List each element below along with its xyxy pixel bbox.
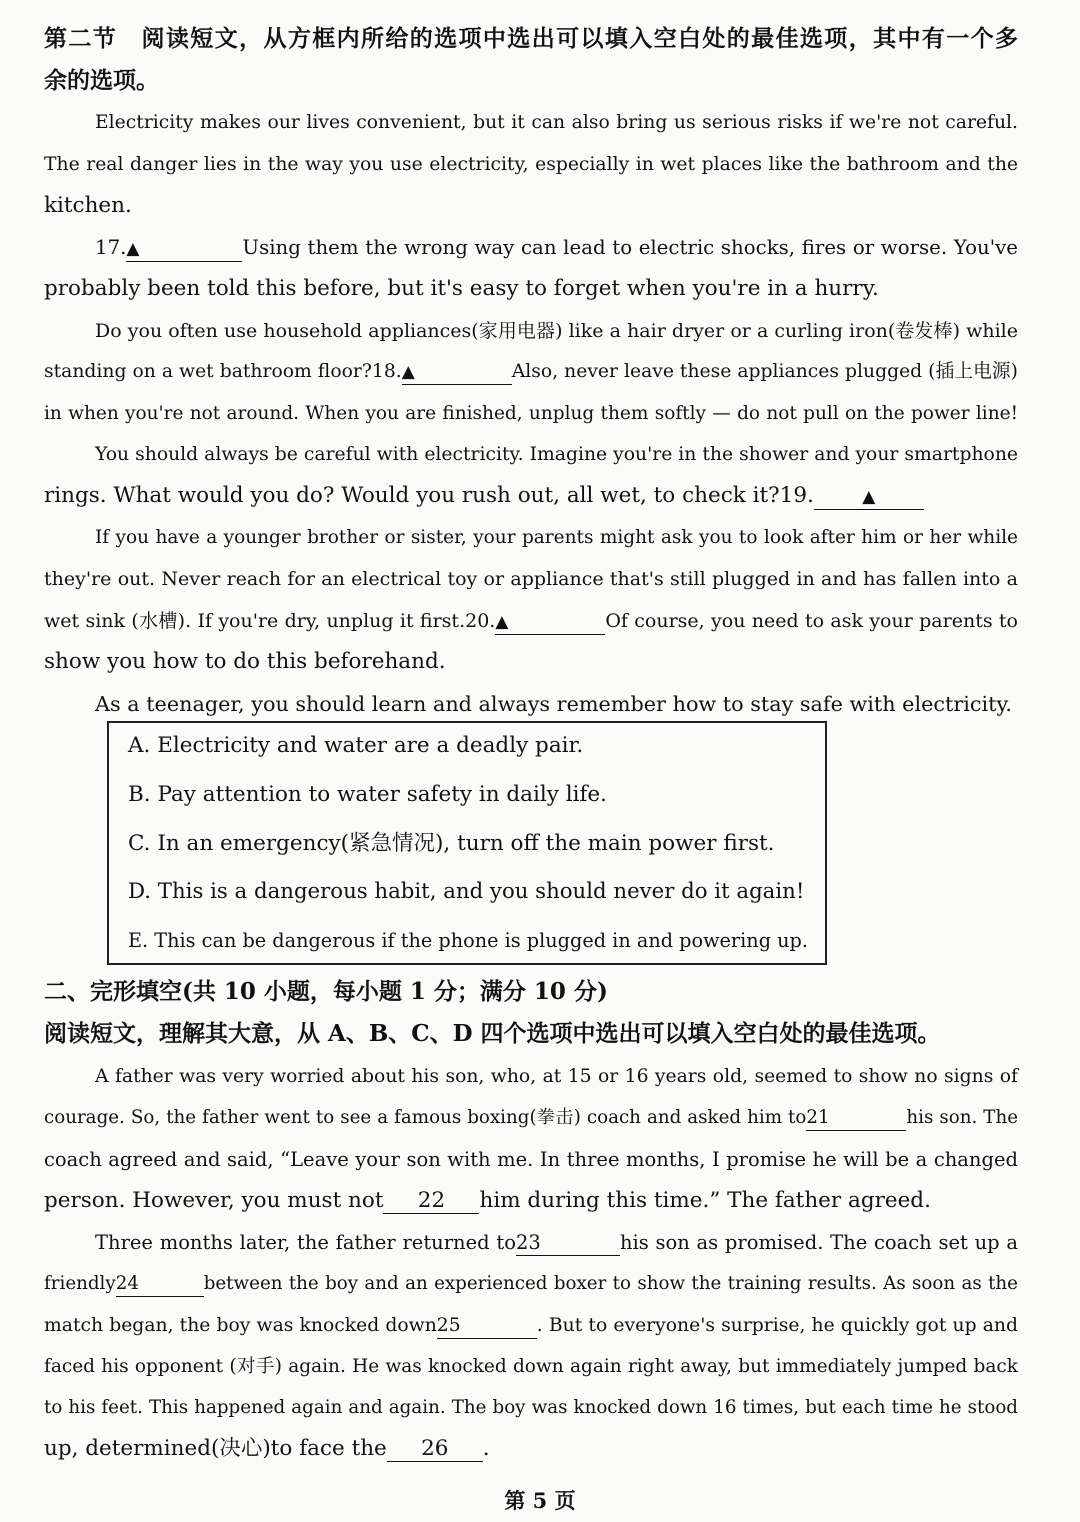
- option-c[interactable]: C. In an emergency(紧急情况), turn off the main power first.: [128, 831, 775, 856]
- cloze-line-25: match began, the boy was knocked down25 . But to everyone's surprise, he quickly got up and: [44, 1311, 1018, 1341]
- passage-line-q17: 17.▲ Using them the wrong way can lead to electric shocks, fires or worse. You've: [95, 233, 1018, 263]
- answer-blank-19[interactable]: [814, 484, 924, 510]
- cloze-blank-26[interactable]: 26: [387, 1437, 483, 1462]
- page-number: 第 5 页: [504, 1488, 576, 1513]
- passage-line-q19: rings. What would you do? Would you rush out, all wet, to check it?19. ▲: [44, 481, 1018, 511]
- options-box: [107, 721, 827, 965]
- cloze-line-21: courage. So, the father went to see a famous boxing(拳击) coach and asked him to21 his son. The: [44, 1103, 1018, 1133]
- triangle-icon: ▲: [126, 239, 140, 259]
- cloze-blank-22[interactable]: 22: [383, 1189, 479, 1214]
- cloze-blank-25[interactable]: 25: [437, 1314, 537, 1339]
- cloze-heading: 二、完形填空(共 10 小题，每小题 1 分；满分 10 分): [44, 978, 608, 1005]
- passage-line: in when you're not around. When you are finished, unplug them softly — do not pull on the power line!: [44, 403, 1018, 424]
- passage-line: If you have a younger brother or sister, your parents might ask you to look after him or her while: [95, 527, 1018, 548]
- passage-line-q20: wet sink (水槽). If you're dry, unplug it first.20.▲ Of course, you need to ask your parents to: [44, 606, 1018, 636]
- cloze-line: A father was very worried about his son, who, at 15 or 16 years old, seemed to show no signs of: [95, 1066, 1018, 1087]
- cloze-blank-21[interactable]: 21: [806, 1106, 906, 1131]
- triangle-icon: ▲: [495, 612, 509, 632]
- cloze-line: coach agreed and said, “Leave your son with me. In three months, I promise he will be a changed: [44, 1148, 1018, 1171]
- answer-blank-17[interactable]: [126, 236, 242, 262]
- passage-line: The real danger lies in the way you use electricity, especially in wet places like the bathroom and the: [44, 154, 1018, 175]
- triangle-icon: ▲: [862, 487, 876, 507]
- passage-line: You should always be careful with electricity. Imagine you're in the shower and your smartphone: [95, 444, 1018, 465]
- cloze-instruction: 阅读短文，理解其大意，从 A、B、C、D 四个选项中选出可以填入空白处的最佳选项。: [44, 1020, 941, 1047]
- option-e[interactable]: E. This can be dangerous if the phone is plugged in and powering up.: [128, 929, 808, 952]
- passage-line: they're out. Never reach for an electrical toy or appliance that's still plugged in and has fallen into a: [44, 568, 1018, 590]
- section-title-cont: 余的选项。: [44, 67, 159, 94]
- question-number: 20.: [465, 610, 496, 632]
- question-number: 17.: [95, 236, 127, 259]
- passage-line: Do you often use household appliances(家用电器) like a hair dryer or a curling iron(卷发棒) while: [95, 320, 1018, 342]
- passage-line-q18: standing on a wet bathroom floor?18.▲ Also, never leave these appliances plugged (插上电源): [44, 357, 1018, 387]
- question-number: 19.: [779, 483, 814, 508]
- section-title: 第二节 阅读短文，从方框内所给的选项中选出可以填入空白处的最佳选项，其中有一个多: [44, 25, 1018, 52]
- cloze-line-23: Three months later, the father returned to23 his son as promised. The coach set up a: [95, 1231, 1018, 1254]
- passage-line: As a teenager, you should learn and always remember how to stay safe with electricity.: [95, 692, 1013, 716]
- passage-line: probably been told this before, but it's easy to forget when you're in a hurry.: [44, 276, 879, 301]
- passage-line: kitchen.: [44, 193, 132, 218]
- cloze-blank-24[interactable]: 24: [116, 1272, 204, 1297]
- cloze-line-24: friendly24 between the boy and an experienced boxer to show the training results. As soon as the: [44, 1269, 1018, 1299]
- question-number: 18.: [371, 361, 402, 382]
- cloze-line: to his feet. This happened again and again. The boy was knocked down 16 times, but each time he stood: [44, 1397, 1018, 1418]
- cloze-line-22: person. However, you must not 22 him during this time.” The father agreed.: [44, 1188, 931, 1213]
- triangle-icon: ▲: [401, 362, 415, 382]
- cloze-blank-23[interactable]: 23: [516, 1231, 620, 1256]
- passage-line: Electricity makes our lives convenient, but it can also bring us serious risks if we're not careful.: [95, 112, 1018, 133]
- passage-line: show you how to do this beforehand.: [44, 649, 446, 674]
- cloze-line: faced his opponent (对手) again. He was knocked down again right away, but immediately jumped back: [44, 1356, 1018, 1377]
- option-a[interactable]: A. Electricity and water are a deadly pair.: [128, 733, 584, 758]
- answer-blank-18[interactable]: [402, 360, 512, 385]
- option-d[interactable]: D. This is a dangerous habit, and you should never do it again!: [128, 879, 805, 904]
- cloze-line-26: up, determined(决心)to face the 26 .: [44, 1436, 490, 1461]
- answer-blank-20[interactable]: [495, 609, 605, 635]
- option-b[interactable]: B. Pay attention to water safety in daily life.: [128, 782, 607, 807]
